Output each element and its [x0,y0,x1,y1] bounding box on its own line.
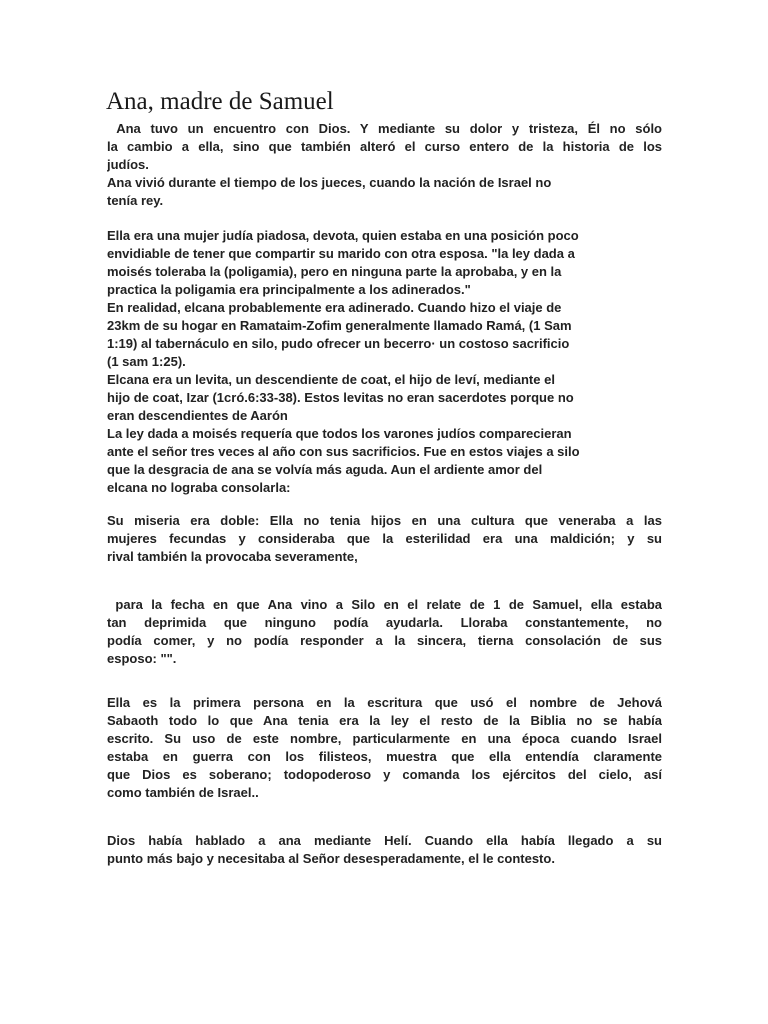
paragraph-heli [107,832,662,868]
paragraph-intro [107,120,662,210]
text-line: elcana no lograba consolarla: [107,480,291,495]
text-line: tan deprimida que ninguno podía ayudarla. Lloraba constantemente, no [107,615,662,630]
text-line: (1 sam 1:25). [107,354,186,369]
text-line: que la desgracia de ana se volvía más aguda. Aun el ardiente amor del [107,462,543,477]
text-line: La ley dada a moisés requería que todos los varones judíos comparecieran [107,426,572,441]
text-line: 1:19) al tabernáculo en silo, pudo ofrecer un becerro· un costoso sacrificio [107,336,570,351]
text-line: podía comer, y no podía responder a la sincera, tierna consolación de sus [107,633,662,648]
text-line: En realidad, elcana probablemente era adinerado. Cuando hizo el viaje de [107,300,562,315]
text-line: envidiable de tener que compartir su marido con otra esposa. "la ley dada a [107,246,575,261]
text-line: para la fecha en que Ana vino a Silo en el relate de 1 de Samuel, ella estaba [107,597,662,612]
text-line: la cambio a ella, sino que también alteró el curso entero de la historia de los [107,139,662,154]
text-line: mujeres fecundas y consideraba que la esterilidad era una maldición; y su [107,531,662,546]
text-line: ante el señor tres veces al año con sus sacrificios. Fue en estos viajes a silo [107,444,580,459]
text-line: Ana vivió durante el tiempo de los jueces, cuando la nación de Israel no [107,175,552,190]
text-line: Ana tuvo un encuentro con Dios. Y mediante su dolor y tristeza, Él no sólo [107,121,662,136]
text-line: tenía rey. [107,193,164,208]
paragraph-background [107,227,662,497]
paragraph-misery [107,512,662,566]
paragraph-jehova [107,694,662,802]
text-line: Sabaoth todo lo que Ana tenia era la ley el resto de la Biblia no se había [107,713,662,728]
text-line: Su miseria era doble: Ella no tenia hijos en una cultura que veneraba a las [107,513,662,528]
text-line: judíos. [107,157,149,172]
text-line: eran descendientes de Aarón [107,408,288,423]
text-line: punto más bajo y necesitaba al Señor desesperadamente, el le contesto. [107,851,555,866]
text-line: rival también la provocaba severamente, [107,549,358,564]
text-line: como también de Israel.. [107,785,259,800]
text-line: Ella era una mujer judía piadosa, devota, quien estaba en una posición poco [107,228,579,243]
paragraph-silo [107,596,662,668]
text-line: 23km de su hogar en Ramataim-Zofim generalmente llamado Ramá, (1 Sam [107,318,572,333]
text-line: estaba en guerra con los filisteos, muestra que ella entendía claramente [107,749,662,764]
text-line: moisés toleraba la (poligamia), pero en ninguna parte la aprobaba, y en la [107,264,562,279]
text-line: Ella es la primera persona en la escritura que usó el nombre de Jehová [107,695,662,710]
text-line: hijo de coat, Izar (1cró.6:33-38). Estos levitas no eran sacerdotes porque no [107,390,574,405]
text-line: practica la poligamia era principalmente a los adinerados." [107,282,471,297]
text-line: esposo: "". [107,651,177,666]
text-line: Dios había hablado a ana mediante Helí. Cuando ella había llegado a su [107,833,662,848]
document-title: Ana, madre de Samuel [106,88,334,115]
text-line: que Dios es soberano; todopoderoso y comanda los ejércitos del cielo, así [107,767,662,782]
text-line: escrito. Su uso de este nombre, particularmente en una época cuando Israel [107,731,662,746]
text-line: Elcana era un levita, un descendiente de coat, el hijo de leví, mediante el [107,372,555,387]
